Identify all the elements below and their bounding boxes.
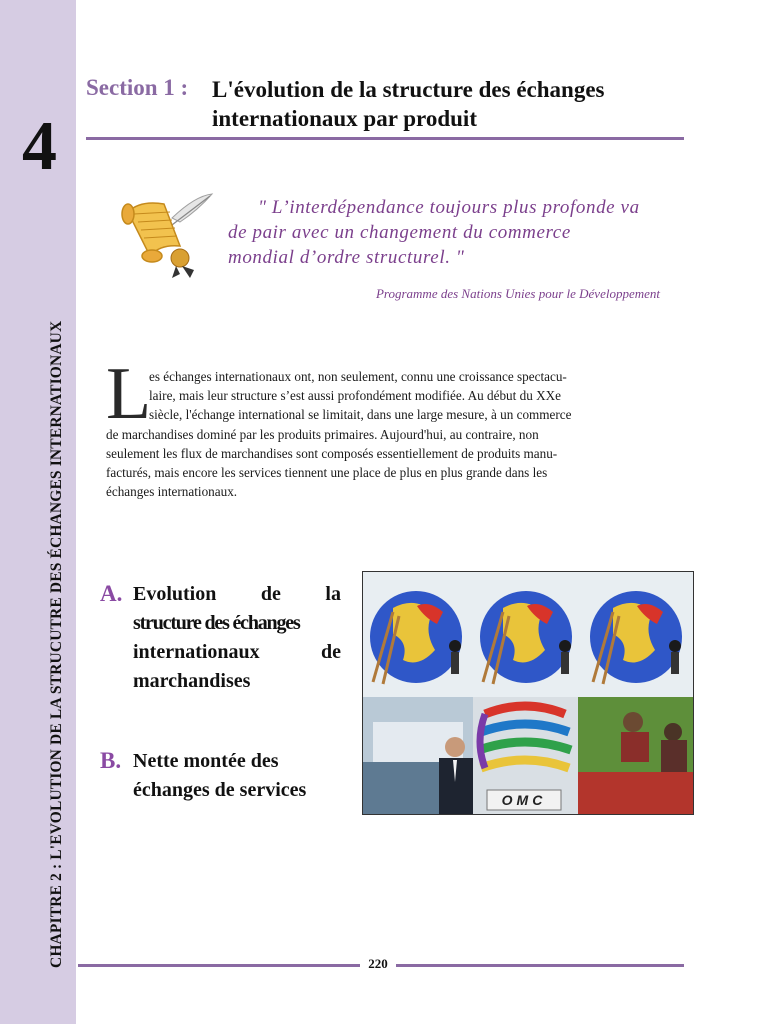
outline-line xyxy=(133,638,341,667)
section-label: Section 1 : xyxy=(86,75,189,100)
trade-collage-illustration xyxy=(363,572,693,814)
footer-divider-right xyxy=(396,964,684,967)
outline-letter-a: A. xyxy=(100,581,123,606)
outline-word: de xyxy=(321,641,341,663)
scroll-quill-icon xyxy=(110,188,220,280)
outline-line: échanges de services xyxy=(133,779,307,801)
header-divider xyxy=(86,137,684,140)
outline-line: marchandises xyxy=(133,670,251,692)
trade-collage-photo xyxy=(362,571,694,815)
drop-cap: L xyxy=(106,353,152,435)
paragraph-line: facturés, mais encore les services tiennent une place de plus en plus grande dans les xyxy=(106,465,548,481)
quote-attribution: Programme des Nations Unies pour le Développement xyxy=(375,286,660,301)
quote-line: " L’interdépendance toujours plus profonde va xyxy=(258,197,640,218)
intro-paragraph xyxy=(106,367,666,501)
omc-logo-text: OMC xyxy=(501,792,547,808)
chapter-number: 4 xyxy=(22,108,57,185)
outline-word: Evolution xyxy=(133,583,217,605)
paragraph-line: siècle, l'échange international se limitait, dans une large mesure, à un commerce xyxy=(149,407,572,423)
paragraph-line: es échanges internationaux ont, non seulement, connu une croissance spectacu- xyxy=(149,369,567,384)
outline-word: internationaux xyxy=(133,641,260,663)
outline-line xyxy=(133,580,341,609)
outline-letter-b: B. xyxy=(100,748,122,773)
chapter-sidebar xyxy=(0,0,76,1024)
outline-word: la xyxy=(325,583,341,605)
page-number: 220 xyxy=(368,956,388,971)
outline-text-a xyxy=(133,580,341,696)
paragraph-line: seulement les flux de marchandises sont composés essentiellement de produits manu- xyxy=(106,445,558,461)
outline-line: structure des échanges xyxy=(133,612,300,634)
paragraph-line: échanges internationaux. xyxy=(106,484,238,500)
quote-line: mondial d’ordre structurel. " xyxy=(228,247,465,268)
paragraph-line: laire, mais leur structure s’est aussi profondément modifiée. Au début du XXe xyxy=(149,388,561,404)
chapter-title-vertical: CHAPITRE 2 : L'EVOLUTION DE LA STRUCUTRE DES ÉCHANGES INTERNATIONAUX xyxy=(48,320,65,968)
quote-line: de pair avec un changement du commerce xyxy=(228,222,571,243)
section-title: L'évolution de la structure des échanges internationaux par produit xyxy=(212,77,605,131)
outline-text-b xyxy=(133,747,341,805)
paragraph-line: de marchandises dominé par les produits primaires. Aujourd'hui, au contraire, non xyxy=(106,426,539,442)
epigraph-quote xyxy=(228,195,660,270)
footer-divider-left xyxy=(78,964,360,967)
outline-line: Nette montée des xyxy=(133,750,279,772)
outline-word: de xyxy=(260,583,281,605)
